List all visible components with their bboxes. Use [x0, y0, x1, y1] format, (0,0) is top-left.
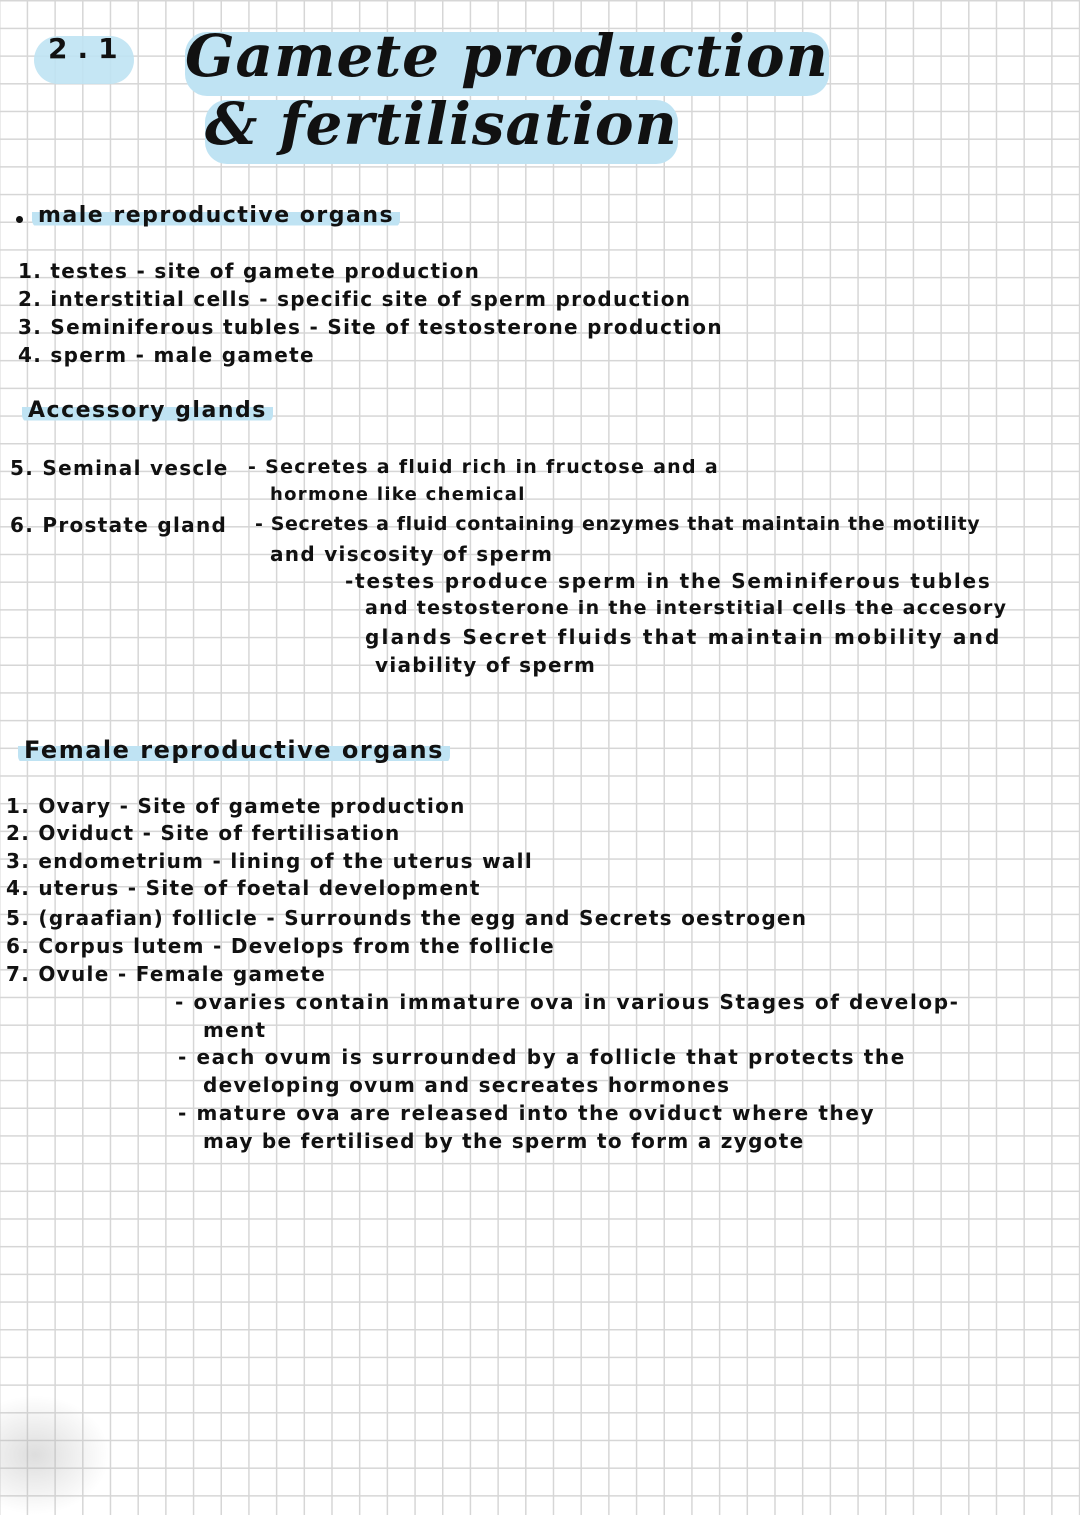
female-heading-text: Female reproductive organs [18, 736, 450, 764]
section-number [48, 32, 128, 65]
list-item: 2. interstitial cells - specific site of sperm production [18, 287, 692, 311]
list-item: 1. Ovary - Site of gamete production [6, 794, 466, 818]
title-text-2: & fertilisation [205, 90, 678, 158]
note-line: viability of sperm [375, 653, 597, 677]
gland-label: 5. Seminal vescle [10, 456, 229, 480]
accessory-heading [22, 398, 273, 423]
page-title-line2 [205, 90, 678, 158]
note-line: - ovaries contain immature ova in various Stages of develop- [175, 990, 960, 1014]
list-item: 3. Seminiferous tubles - Site of testosterone production [18, 315, 723, 339]
gland-description-cont: hormone like chemical [270, 484, 526, 505]
gland-description: - Secretes a fluid rich in fructose and a [248, 456, 719, 478]
list-item: 4. uterus - Site of foetal development [6, 876, 481, 900]
list-item: 3. endometrium - lining of the uterus wall [6, 849, 533, 873]
note-line: - mature ova are released into the oviduct where they [178, 1101, 876, 1125]
male-heading [32, 203, 400, 228]
note-line: may be fertilised by the sperm to form a zygote [203, 1129, 805, 1153]
accessory-heading-text: Accessory glands [22, 398, 273, 423]
bullet-icon [16, 216, 23, 223]
note-line: -testes produce sperm in the Seminiferous tubles [345, 569, 992, 593]
list-item: 7. Ovule - Female gamete [6, 962, 327, 986]
note-line: glands Secret fluids that maintain mobility and [365, 625, 1002, 649]
page-curl-shadow [0, 1395, 110, 1515]
list-item: 5. (graafian) follicle - Surrounds the egg and Secrets oestrogen [6, 906, 808, 930]
list-item: 1. testes - site of gamete production [18, 259, 481, 283]
list-item: 4. sperm - male gamete [18, 343, 315, 367]
title-text-1: Gamete production [185, 22, 829, 90]
note-line: and testosterone in the interstitial cells the accesory [365, 597, 1008, 619]
list-item: 6. Corpus lutem - Develops from the follicle [6, 934, 555, 958]
list-item: 2. Oviduct - Site of fertilisation [6, 821, 401, 845]
gland-description: - Secretes a fluid containing enzymes that maintain the motility [255, 513, 981, 535]
note-line: ment [203, 1018, 267, 1042]
gland-label: 6. Prostate gland [10, 513, 228, 537]
page-title-line1 [185, 22, 829, 90]
gland-description-cont: and viscosity of sperm [270, 542, 554, 566]
female-heading [18, 736, 450, 764]
section-number-text: 2.1 [48, 32, 128, 65]
note-line: developing ovum and secreates hormones [203, 1073, 731, 1097]
note-line: - each ovum is surrounded by a follicle that protects the [178, 1045, 906, 1069]
male-heading-text: male reproductive organs [32, 203, 400, 228]
